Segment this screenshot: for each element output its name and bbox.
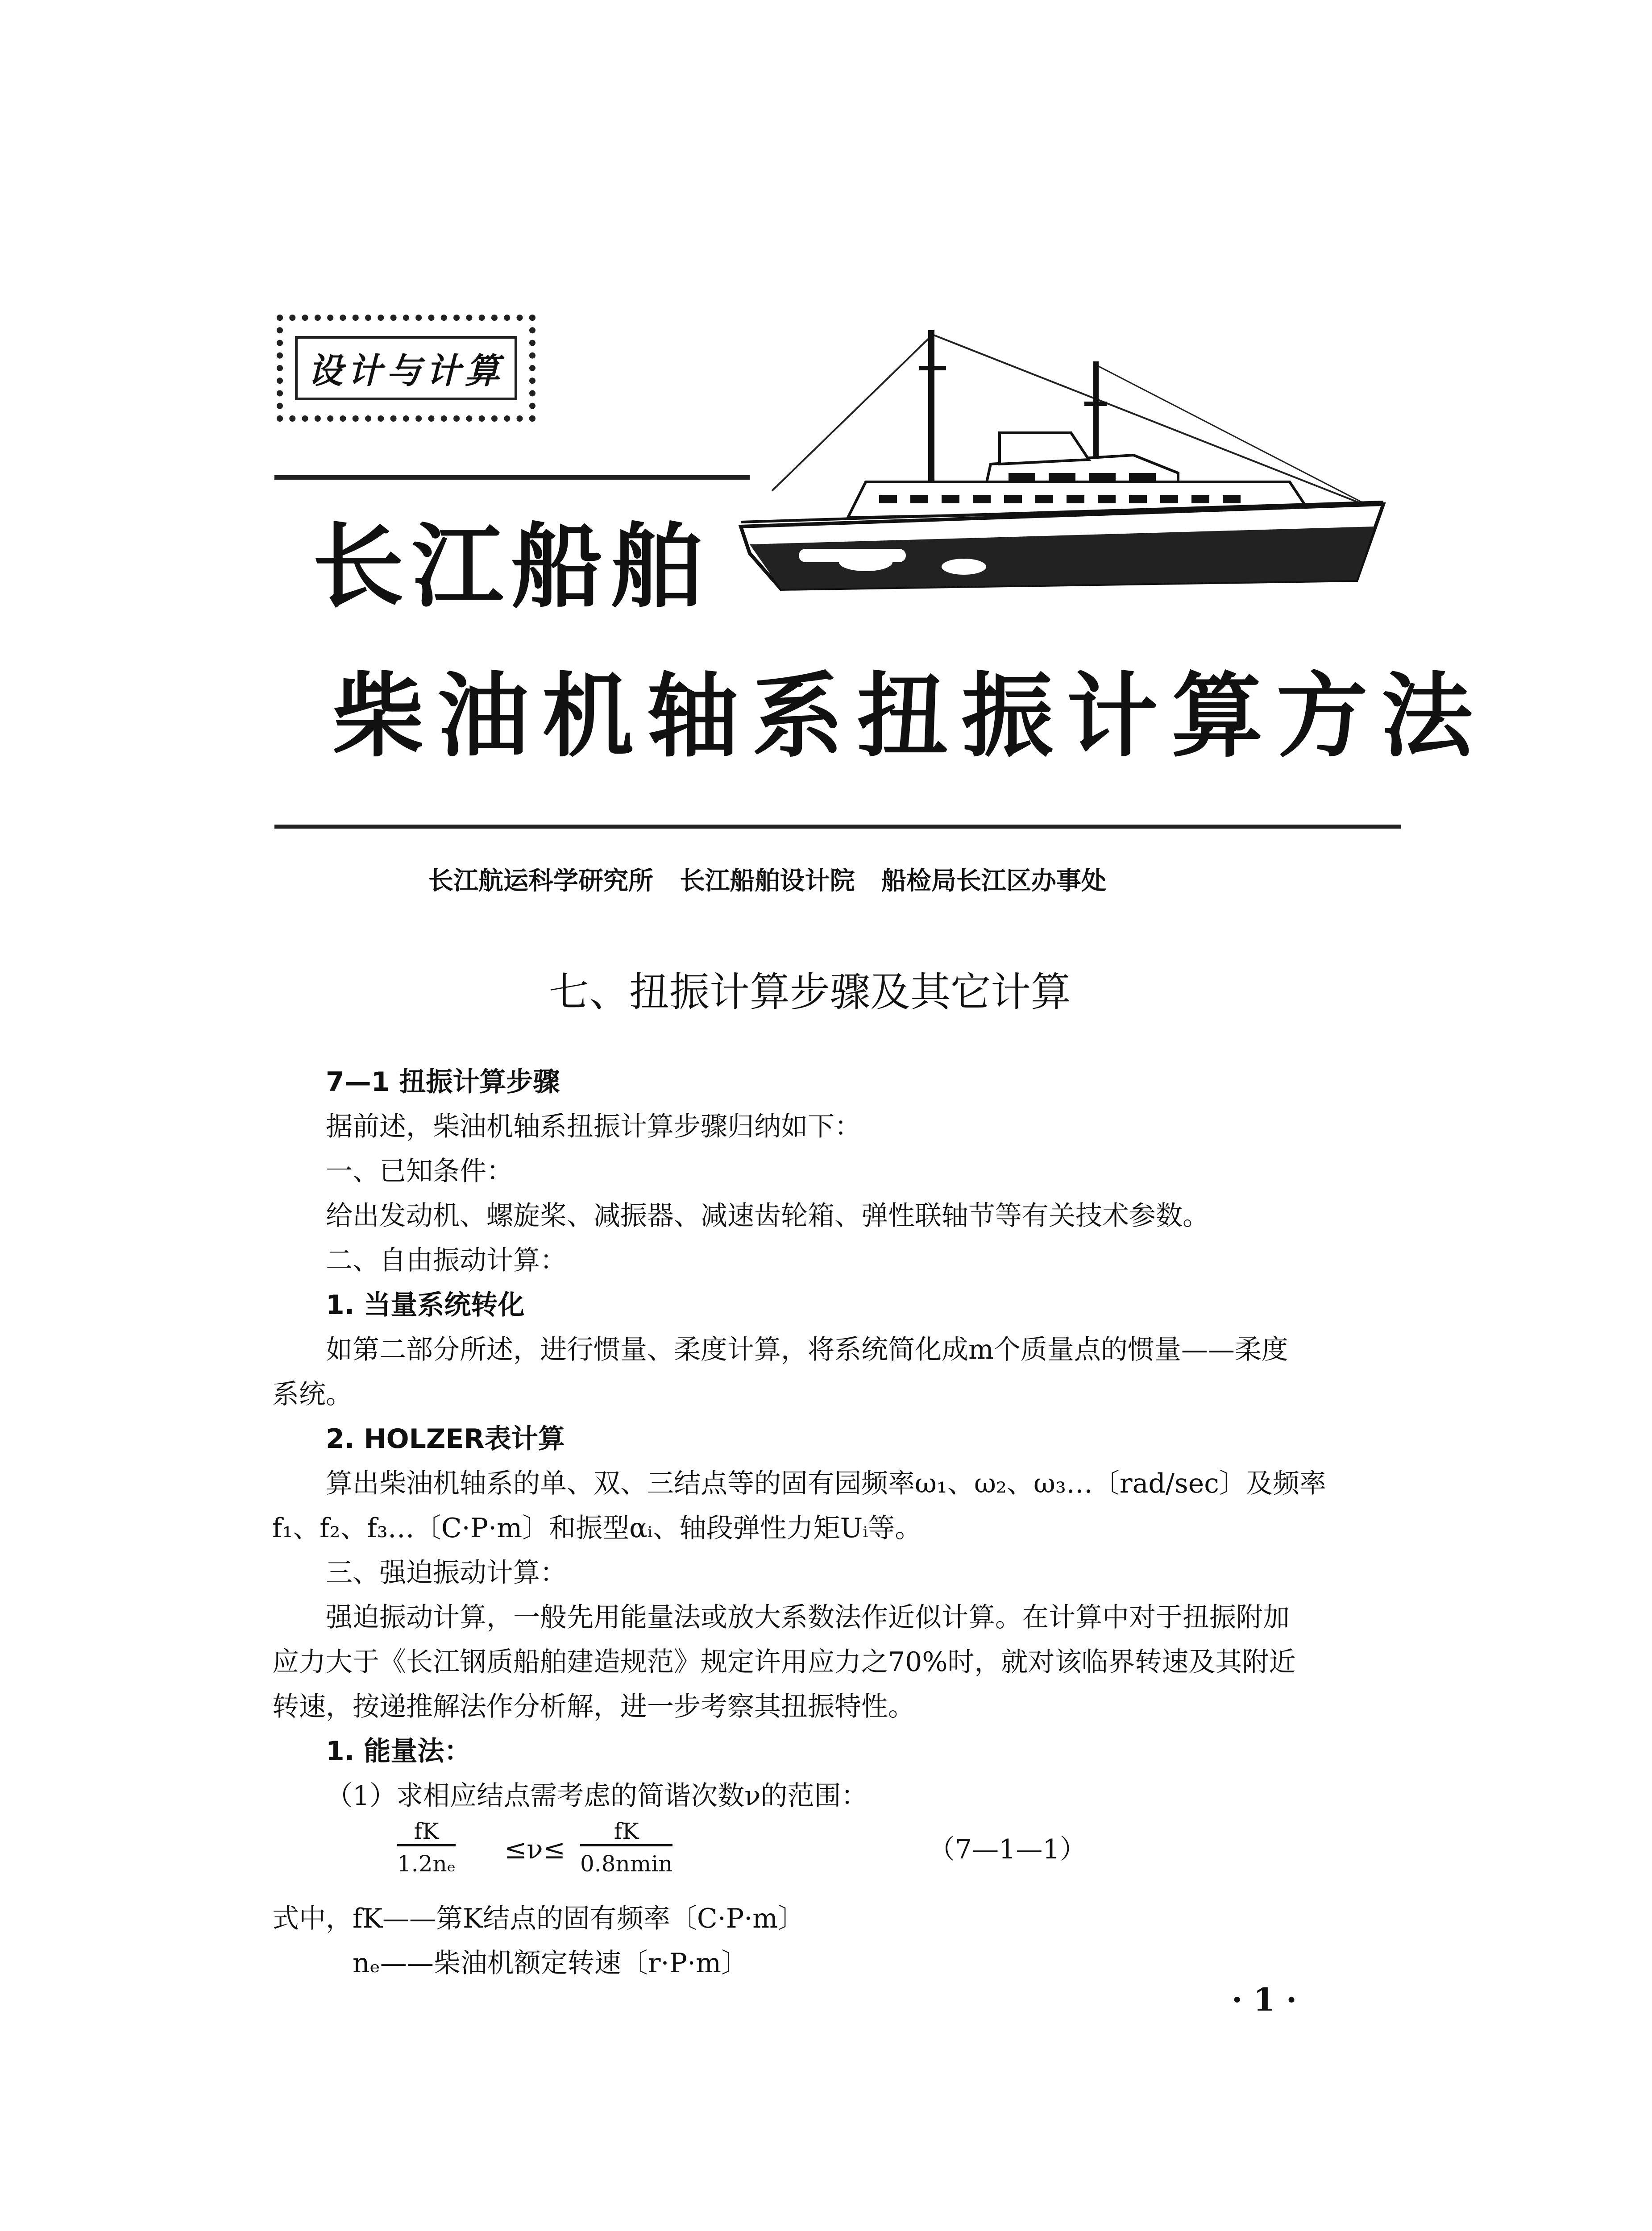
body-line: （1）求相应结点需考虑的简谐次数ν的范围：	[326, 1780, 868, 1812]
body-line: 算出柴油机轴系的单、双、三结点等的固有园频率ω₁、ω₂、ω₃…〔rad/sec〕及频率	[326, 1468, 1326, 1499]
title-line-2: 柴油机轴系扭振计算方法	[332, 663, 1486, 770]
body-line: 1. 当量系统转化	[326, 1290, 525, 1321]
body-line: 强迫振动计算，一般先用能量法或放大系数法作近似计算。在计算中对于扭振附加	[326, 1602, 1290, 1633]
body-line: 转速，按递推解法作分析解，进一步考察其扭振特性。	[272, 1691, 915, 1722]
section-tag: 设计与计算	[295, 336, 517, 400]
formula-middle: ≤ν≤	[504, 1834, 566, 1865]
body-line: 1. 能量法：	[326, 1736, 471, 1767]
body-line: 给出发动机、螺旋桨、减振器、减速齿轮箱、弹性联轴节等有关技术参数。	[326, 1200, 1209, 1232]
formula-right-denominator: 0.8nmin	[580, 1851, 673, 1877]
body-line: 如第二部分所述，进行惯量、柔度计算，将系统简化成m个质量点的惯量——柔度	[326, 1334, 1288, 1365]
subsection-heading: 7—1 扭振计算步骤	[326, 1066, 560, 1098]
body-line: 应力大于《长江钢质船舶建造规范》规定许用应力之70%时，就对该临界转速及其附近	[272, 1646, 1296, 1678]
where-line: nₑ——柴油机额定转速〔r·P·m〕	[353, 1948, 748, 1979]
section-tag-box	[277, 315, 535, 422]
formula-right-fraction	[580, 1818, 672, 1877]
page-number: · 1 ·	[1232, 1981, 1297, 2018]
body-line: f₁、f₂、f₃…〔C·P·m〕和振型αᵢ、轴段弹性力矩Uᵢ等。	[272, 1513, 922, 1544]
body-line: 系统。	[272, 1379, 353, 1410]
formula-right-numerator: fK	[580, 1818, 672, 1846]
header-rule	[274, 475, 750, 480]
formula-left-numerator: fK	[397, 1818, 456, 1846]
where-line: 式中，fK——第K结点的固有频率〔C·P·m〕	[272, 1903, 805, 1934]
chapter-heading: 七、扭振计算步骤及其它计算	[549, 969, 1071, 1016]
body-line: 据前述，柴油机轴系扭振计算步骤归纳如下：	[326, 1111, 861, 1142]
formula-number: （7—1—1）	[928, 1834, 1087, 1865]
formula-left-fraction	[397, 1818, 456, 1877]
body-line: 2. HOLZER表计算	[326, 1423, 565, 1455]
ship-illustration	[732, 312, 1401, 634]
section-rule	[274, 825, 1401, 829]
formula-left-denominator: 1.2nₑ	[397, 1851, 456, 1877]
authors-line: 长江航运科学研究所 长江船舶设计院 船检局长江区办事处	[428, 867, 1106, 896]
body-line: 二、自由振动计算：	[326, 1245, 567, 1276]
body-line: 三、强迫振动计算：	[326, 1557, 567, 1588]
body-line: 一、已知条件：	[326, 1156, 513, 1187]
title-line-1: 长江船舶	[312, 514, 710, 620]
